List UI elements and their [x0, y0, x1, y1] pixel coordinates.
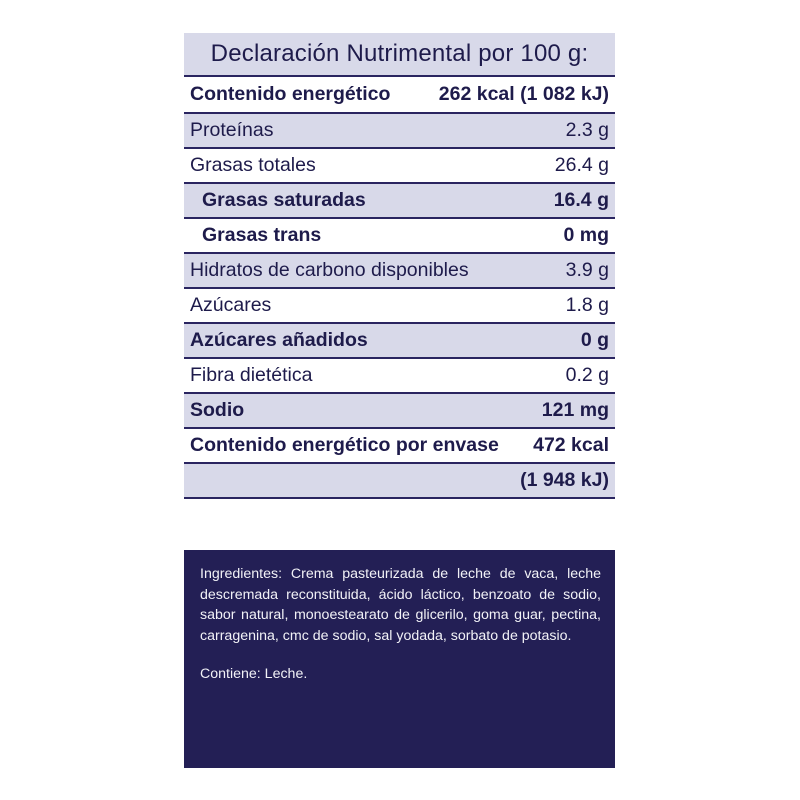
- row-value: 16.4 g: [553, 189, 609, 211]
- row-protein: [184, 114, 615, 149]
- row-label: Sodio: [190, 399, 245, 421]
- row-label: Azúcares añadidos: [190, 329, 368, 351]
- row-label: Proteínas: [190, 119, 274, 141]
- row-sodium: [184, 394, 615, 429]
- row-total-fat: [184, 149, 615, 184]
- row-fiber: [184, 359, 615, 394]
- nutrition-table: [184, 33, 615, 499]
- row-value: 262 kcal (1 082 kJ): [438, 83, 609, 105]
- ingredients-text: Ingredientes: Crema pasteurizada de leche de vaca, leche descremada reconstituida, ácido láctico, benzoato de sodio, sabor natural, monoestearato de glicerilo, goma guar, pectina, carragenina, cmc de sodio, sal yodada, sorbato de potasio.: [200, 566, 601, 644]
- row-value: 1.8 g: [565, 294, 609, 316]
- row-value: 3.9 g: [565, 259, 609, 281]
- row-label: Azúcares: [190, 294, 272, 316]
- row-value: 472 kcal: [533, 434, 609, 456]
- row-label: Contenido energético: [190, 83, 391, 105]
- row-label: Contenido energético por envase: [190, 434, 499, 456]
- row-saturated-fat: [184, 184, 615, 219]
- row-energy-per-package: [184, 429, 615, 464]
- row-label: Grasas totales: [190, 154, 316, 176]
- row-value: 121 mg: [541, 399, 609, 421]
- row-label: Hidratos de carbono disponibles: [190, 259, 469, 281]
- ingredients-panel: [184, 550, 615, 768]
- row-carbohydrates: [184, 254, 615, 289]
- row-value: 26.4 g: [554, 154, 609, 176]
- row-sugars: [184, 289, 615, 324]
- row-trans-fat: [184, 219, 615, 254]
- row-label: Fibra dietética: [190, 364, 313, 386]
- table-bottom-border: [184, 497, 615, 499]
- row-label: Grasas trans: [202, 224, 322, 246]
- nutrition-title: Declaración Nutrimental por 100 g:: [184, 33, 615, 77]
- row-value: (1 948 kJ): [520, 469, 609, 491]
- allergen-statement: Contiene: Leche.: [200, 666, 308, 682]
- row-label: Grasas saturadas: [202, 189, 366, 211]
- row-energy-per-package-kj: [184, 464, 615, 497]
- row-value: 0.2 g: [565, 364, 609, 386]
- row-value: 2.3 g: [565, 119, 609, 141]
- row-added-sugars: [184, 324, 615, 359]
- row-energy: [184, 77, 615, 114]
- row-value: 0 mg: [563, 224, 609, 246]
- row-value: 0 g: [580, 329, 609, 351]
